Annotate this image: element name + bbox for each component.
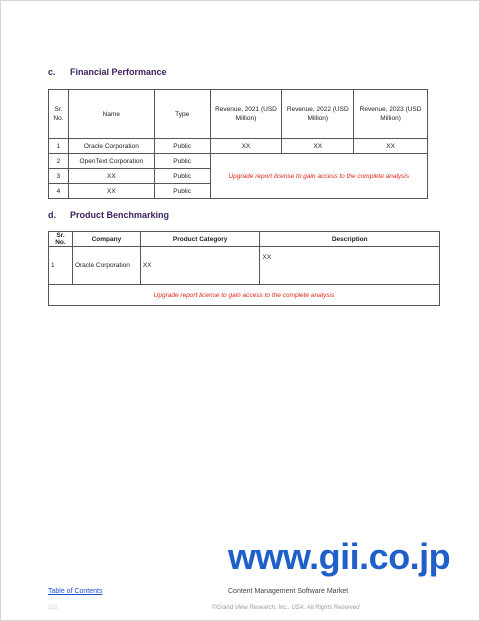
financial-performance-table [48,89,428,199]
footer-copyright: ©Grand View Research, Inc., USA. All Rights Reserved [212,605,360,611]
section-title: Financial Performance [70,67,167,77]
table-of-contents-link[interactable]: Table of Contents [48,588,103,595]
header-sr-no: Sr. No. [49,232,73,247]
cell-revenue-2022: XX [282,139,354,154]
header-revenue-2023: Revenue, 2023 (USD Million) [354,90,428,139]
cell-sr-no: 1 [49,139,69,154]
header-sr-no: Sr. No. [49,90,69,139]
cell-type: Public [154,184,210,199]
cell-name: XX [68,169,154,184]
cell-name: Oracle Corporation [68,139,154,154]
cell-sr-no: 2 [49,154,69,169]
cell-type: Public [154,154,210,169]
header-company: Company [72,232,140,247]
section-title: Product Benchmarking [70,210,170,220]
table-row [49,154,428,169]
section-letter: c. [48,67,56,77]
footer-report-title: Content Management Software Market [228,588,349,595]
financial-performance-heading [48,67,167,77]
product-benchmarking-heading [48,210,169,220]
header-revenue-2022: Revenue, 2022 (USD Million) [282,90,354,139]
upgrade-notice: Upgrade report license to gain access to the complete analysis [210,154,427,199]
table-row [49,247,440,285]
cell-description: XX [260,247,440,285]
header-name: Name [68,90,154,139]
cell-product-category: XX [140,247,260,285]
cell-sr-no: 1 [49,247,73,285]
upgrade-notice: Upgrade report license to gain access to the complete analysis [49,285,440,306]
header-type: Type [154,90,210,139]
table-header-row [49,232,440,247]
header-revenue-2021: Revenue, 2021 (USD Million) [210,90,282,139]
header-description: Description [260,232,440,247]
cell-type: Public [154,139,210,154]
cell-name: OpenText Corporation [68,154,154,169]
page-number: 102 [48,605,59,611]
section-letter: d. [48,210,56,220]
table-row [49,285,440,306]
cell-name: XX [68,184,154,199]
table-header-row [49,90,428,139]
table-row [49,139,428,154]
cell-sr-no: 3 [49,169,69,184]
watermark-url: www.gii.co.jp [228,536,451,577]
header-product-category: Product Category [140,232,260,247]
cell-type: Public [154,169,210,184]
product-benchmarking-table [48,231,440,306]
cell-revenue-2021: XX [210,139,282,154]
cell-sr-no: 4 [49,184,69,199]
cell-company: Oracle Corporation [72,247,140,285]
cell-revenue-2023: XX [354,139,428,154]
